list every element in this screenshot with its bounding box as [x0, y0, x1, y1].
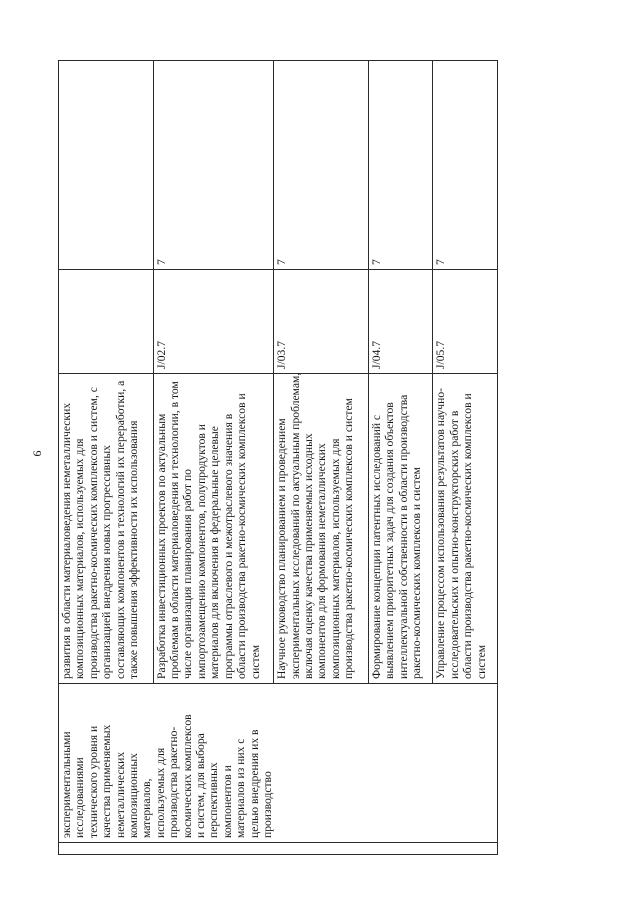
qualification-level-cell: 7: [153, 61, 274, 270]
text-line: композиционных материалов, используемых для: [73, 438, 87, 679]
table-row: [59, 61, 154, 855]
function-code-cell: J/03.7: [274, 270, 369, 374]
text-line: также повышения эффективности их использования: [127, 420, 141, 679]
text-line: импортозамещению компонентов, полупродуктов и: [194, 424, 208, 679]
general-function-text: [60, 688, 275, 838]
qualification-level-cell: 7: [433, 61, 498, 270]
text-line: космических комплексов: [180, 714, 194, 838]
text-line: экспериментальными: [60, 731, 73, 838]
function-code-cell: [59, 270, 154, 374]
text-line: материалов,: [140, 778, 154, 838]
text-line: Управление процессом использования результатов научно-: [434, 388, 448, 679]
text-line: перспективных: [207, 762, 221, 838]
qualification-level-cell: 7: [274, 61, 369, 270]
text-line: области производства ракетно-космических комплексов и: [461, 393, 475, 679]
text-line: проблемам в области материаловедения и технологии, в том: [168, 381, 182, 679]
text-line: производства ракетно-космических комплексов и систем: [342, 398, 356, 679]
qualification-level-cell: [59, 61, 154, 270]
text-line: используемых для: [153, 747, 167, 838]
empty-left-cell: [59, 843, 498, 855]
text-line: включая оценку качества применяемых исходных: [301, 433, 315, 679]
text-line: исследованиями: [73, 757, 87, 838]
text-line: целью внедрения их в: [247, 729, 261, 838]
text-line: и систем, для выбора: [194, 733, 208, 838]
labor-function-cell: [153, 374, 274, 684]
text-line: систем: [474, 644, 488, 679]
text-line: составляющих компонентов и технологий их переработки, а: [113, 380, 127, 679]
function-code-cell: J/05.7: [433, 270, 498, 374]
text-line: числе организация планирования работ по: [181, 469, 195, 679]
labor-function-cell: [274, 374, 369, 684]
text-line: композиционных материалов, используемых для: [328, 438, 342, 679]
text-line: композиционных: [127, 753, 141, 838]
text-line: интеллектуальной собственности в области производства: [396, 394, 410, 679]
text-line: ракетно-космических комплексов и систем: [410, 466, 424, 679]
labor-function-cell: [368, 374, 433, 684]
text-line: неметаллических: [113, 751, 127, 838]
page-number: 9: [30, 450, 45, 457]
labor-function-cell: [433, 374, 498, 684]
functions-table: [58, 60, 498, 855]
text-line: технического уровня и: [86, 725, 100, 838]
text-line: компонентов и: [220, 765, 234, 838]
text-line: области производства ракетно-космических комплексов и: [235, 393, 249, 679]
general-function-cell: [59, 684, 498, 843]
qualification-level-cell: 7: [368, 61, 433, 270]
text-line: Научное руководство планированием и проведением: [275, 418, 289, 679]
text-line: экспериментальных исследований по актуальным проблемам,: [288, 372, 302, 679]
text-line: качества применяемых: [100, 724, 114, 838]
text-line: производства ракетно-космических комплексов и систем, с: [86, 387, 100, 679]
text-line: организацией внедрения новых прогрессивных: [100, 445, 114, 679]
text-line: материалов из них с: [234, 738, 248, 838]
text-line: компонентов для формования неметаллических: [315, 443, 329, 679]
rotated-table-container: [58, 60, 498, 855]
text-line: исследовательских и опытно-конструкторских работ в: [447, 410, 461, 679]
text-line: материалов для включения в федеральные целевые: [208, 426, 222, 679]
text-line: систем: [248, 644, 262, 679]
text-line: производство: [261, 771, 275, 838]
labor-function-cell: [59, 374, 154, 684]
text-line: выявлением приоритетных задач для создания объектов: [383, 402, 397, 679]
function-code-cell: J/04.7: [368, 270, 433, 374]
text-line: развития в области материаловедения неметаллических: [60, 402, 73, 679]
text-line: производства ракетно-: [167, 726, 181, 838]
text-line: Формирование концепции патентных исследований с: [369, 414, 383, 679]
text-line: Разработка инвестиционных проектов по актуальным: [154, 413, 168, 679]
function-code-cell: J/02.7: [153, 270, 274, 374]
text-line: программы отраслевого и межотраслевого значения в: [221, 413, 235, 679]
